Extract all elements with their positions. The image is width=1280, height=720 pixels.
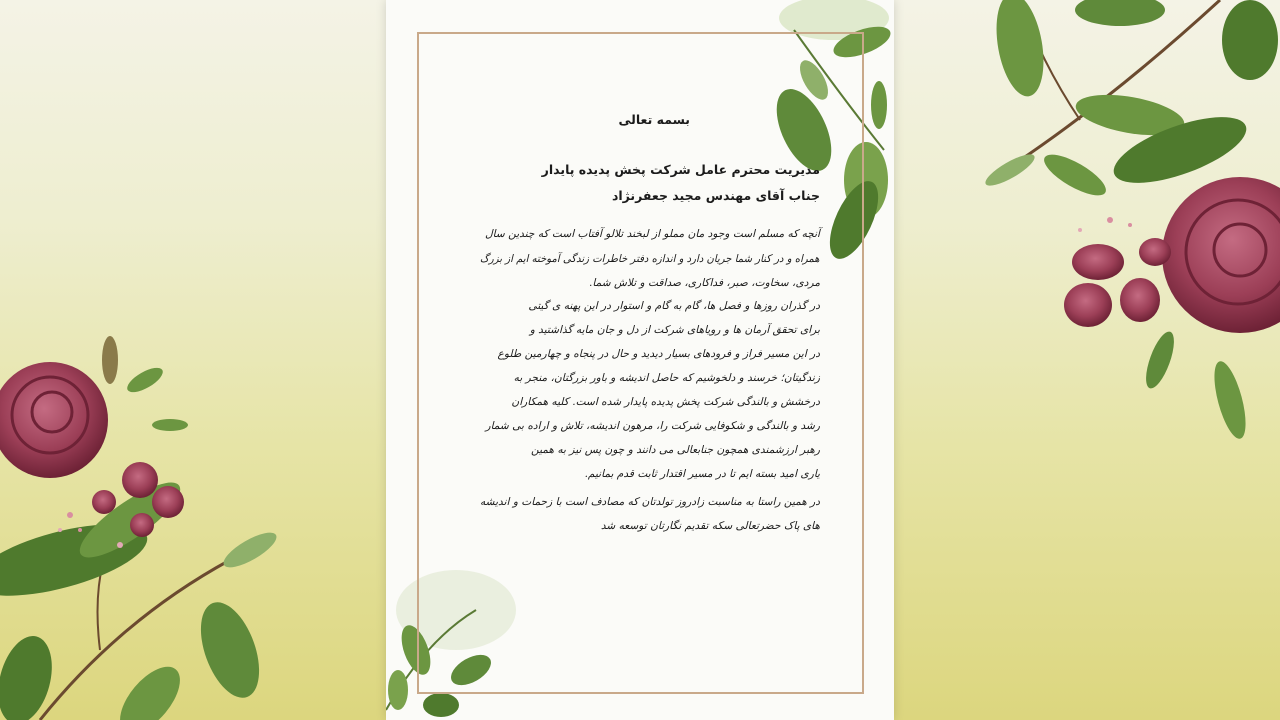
recipient-title: مدیریت محترم عامل شرکت پخش پدیده پایدار bbox=[541, 162, 820, 177]
letter-body-line: های پاک حضرتعالی سکه تقدیم نگارتان توسعه شد bbox=[600, 520, 820, 532]
bismillah-heading: بسمه تعالی bbox=[618, 112, 690, 127]
letter-body-line: آنچه که مسلم است وجود مان مملو از لبخند تلالو آفتاب است که چندین سال bbox=[484, 228, 820, 240]
letter-frame bbox=[417, 32, 864, 694]
letter-body-line: یاری امید بسته ایم تا در مسیر اقتدار ثابت قدم بمانیم. bbox=[584, 468, 820, 480]
letter-body-line: درخشش و بالندگی شرکت پخش پدیده پایدار شده است. کلیه همکاران bbox=[511, 396, 820, 408]
letter-body-line: همراه و در کنار شما جریان دارد و اندازه دفتر خاطرات زندگی آموخته ایم از بزرگ bbox=[480, 253, 820, 265]
letter-body-line: در این مسیر فراز و فرودهای بسیار دیدید و حال در پنجاه و چهارمین طلوع bbox=[497, 348, 820, 360]
letter-body-line: زندگیتان؛ خرسند و دلخوشیم که حاصل اندیشه و باور بزرگتان، منجر به bbox=[513, 372, 820, 384]
letter-page bbox=[386, 0, 894, 720]
letter-body-line: رشد و بالندگی و شکوفایی شرکت را، مرهون اندیشه، تلاش و اراده بی شمار bbox=[485, 420, 820, 432]
recipient-name: جناب آقای مهندس مجید جعفرنژاد bbox=[611, 188, 820, 203]
rose-bouquet-right-icon bbox=[980, 0, 1280, 470]
letter-body-line: مردی، سخاوت، صبر، فداکاری، صداقت و تلاش شما. bbox=[589, 277, 820, 289]
letter-body-line: رهبر ارزشمندی همچون جنابعالی می دانند و چون پس نیز به همین bbox=[531, 444, 820, 456]
letter-body-line: در گذران روزها و فصل ها، گام به گام و استوار در این پهنه ی گیتی bbox=[528, 300, 820, 312]
letter-body-line: در همین راستا به مناسبت زادروز تولدتان که مصادف است با زحمات و اندیشه bbox=[480, 496, 820, 508]
letter-body-line: برای تحقق آرمان ها و رویاهای شرکت از دل و جان مایه گذاشتید و bbox=[529, 324, 820, 336]
rose-bouquet-left-icon bbox=[0, 320, 290, 720]
